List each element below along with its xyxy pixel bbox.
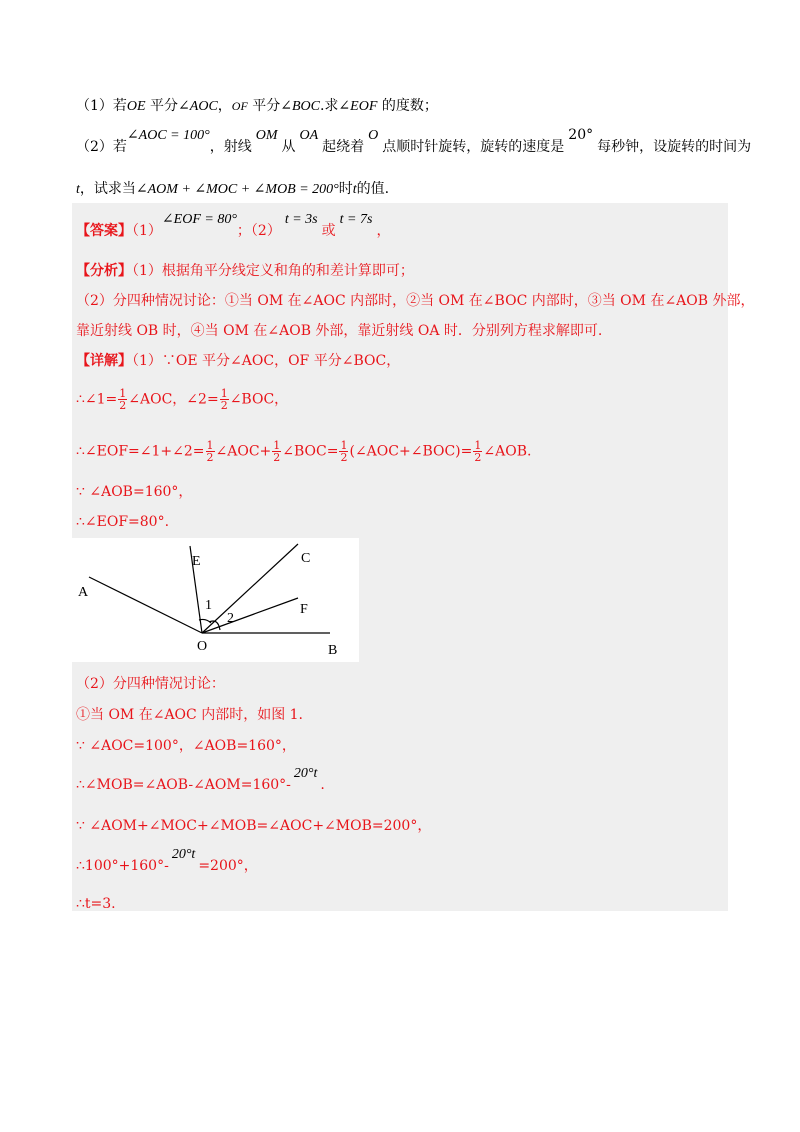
angle-diagram bbox=[72, 538, 359, 662]
q2-text-a: ，射线 bbox=[209, 139, 252, 155]
q3-text-c: 的值. bbox=[356, 181, 390, 197]
q2-o: O bbox=[368, 128, 379, 143]
case-line-6 bbox=[76, 847, 258, 876]
frac-den: 2 bbox=[206, 451, 214, 464]
case-text-4c: . bbox=[320, 777, 325, 793]
q1-text-a: 平分 bbox=[145, 98, 179, 114]
answer-label: 【答案】 bbox=[76, 223, 132, 239]
answer-value-2: t = 3s bbox=[284, 212, 318, 227]
label-a: A bbox=[78, 585, 89, 600]
case-text-6a: ∴100°+160°- bbox=[76, 858, 169, 874]
detail-2a: ∴∠1= bbox=[76, 391, 118, 408]
fraction-half bbox=[220, 388, 229, 411]
frac-num: 1 bbox=[119, 387, 127, 400]
q1-number: （1）若 bbox=[76, 98, 127, 114]
case-line-7 bbox=[76, 895, 116, 913]
analysis-text-2: （2）分四种情况讨论：①当 OM 在∠AOC 内部时，②当 OM 在∠BOC 内部时，③当 OM 在∠AOB 外部， bbox=[76, 293, 755, 309]
detail-line-5 bbox=[76, 513, 169, 531]
fraction-half bbox=[206, 440, 215, 463]
q2-condition: ∠AOC = 100° bbox=[126, 128, 210, 143]
label-f: F bbox=[300, 602, 308, 617]
question-part-1 bbox=[76, 97, 438, 116]
case-line-1 bbox=[76, 675, 225, 693]
ray-oa bbox=[89, 577, 202, 633]
detail-text-4: ∵ ∠AOB=160°， bbox=[76, 484, 193, 500]
q1-comma: ， bbox=[217, 98, 232, 114]
frac-num: 1 bbox=[220, 387, 228, 400]
q3-t2: t bbox=[352, 182, 357, 197]
detail-text-1: （1）∵OE 平分∠AOC，OF 平分∠BOC， bbox=[132, 353, 401, 369]
detail-line-1 bbox=[76, 352, 400, 370]
q1-eof: ∠EOF bbox=[338, 99, 378, 114]
frac-den: 2 bbox=[119, 399, 127, 412]
case-text-5: ∵ ∠AOM+∠MOC+∠MOB=∠AOC+∠MOB=200°， bbox=[76, 818, 432, 834]
q1-oe: OE bbox=[126, 99, 146, 114]
q3-expression: ∠AOM + ∠MOC + ∠MOB = 200° bbox=[135, 182, 339, 197]
case-line-2 bbox=[76, 706, 303, 724]
answer-line bbox=[76, 212, 391, 241]
detail-label: 【详解】 bbox=[76, 353, 132, 369]
case-text-7: ∴t=3. bbox=[76, 896, 116, 912]
analysis-text-3: 靠近射线 OB 时，④当 OM 在∠AOB 外部，靠近射线 OA 时．分别列方程求解即可. bbox=[76, 323, 603, 339]
q1-of: OF bbox=[231, 99, 248, 113]
detail-3b: ∠AOC+ bbox=[215, 443, 272, 460]
frac-num: 1 bbox=[273, 439, 281, 452]
frac-den: 2 bbox=[273, 451, 281, 464]
answer-part1: （1） bbox=[132, 223, 162, 239]
q1-tail: 的度数； bbox=[377, 98, 438, 114]
q2-text-d: 点顺时针旋转，旋转的速度是 bbox=[382, 139, 565, 155]
q2-text-b: 从 bbox=[281, 139, 296, 155]
analysis-line-3 bbox=[76, 322, 602, 340]
q1-aoc: ∠AOC bbox=[178, 99, 218, 114]
detail-3a: ∴∠EOF=∠1+∠2= bbox=[76, 443, 205, 460]
label-angle-2: 2 bbox=[227, 611, 234, 626]
analysis-line-2 bbox=[76, 292, 755, 310]
frac-num: 1 bbox=[474, 439, 482, 452]
detail-3e: ∠AOB. bbox=[483, 443, 532, 460]
q3-text-b: 时 bbox=[338, 181, 353, 197]
case-text-6c: =200°， bbox=[198, 858, 258, 874]
q2-number: （2）若 bbox=[76, 139, 127, 155]
q3-t: t bbox=[76, 182, 80, 197]
label-angle-1: 1 bbox=[205, 598, 212, 613]
frac-num: 1 bbox=[340, 439, 348, 452]
fraction-half bbox=[473, 440, 482, 463]
answer-value-1: ∠EOF = 80° bbox=[161, 212, 237, 227]
case-expr-20t: 20°t bbox=[293, 766, 318, 781]
question-part-2 bbox=[76, 127, 752, 157]
angle-figure bbox=[72, 538, 359, 662]
q2-text-c: 起绕着 bbox=[322, 139, 365, 155]
analysis-label: 【分析】 bbox=[76, 263, 132, 279]
ray-of bbox=[202, 598, 298, 633]
detail-line-2 bbox=[76, 388, 288, 411]
detail-line-4 bbox=[76, 483, 192, 501]
q1-boc: ∠BOC bbox=[280, 99, 320, 114]
analysis-line-1 bbox=[76, 262, 414, 280]
label-e: E bbox=[192, 554, 201, 569]
q2-speed: 20° bbox=[568, 127, 594, 143]
q2-om: OM bbox=[255, 128, 278, 143]
question-part-3 bbox=[76, 180, 389, 199]
frac-den: 2 bbox=[340, 451, 348, 464]
detail-2c: ∠BOC， bbox=[229, 391, 289, 408]
detail-line-3 bbox=[76, 440, 531, 463]
ray-oc bbox=[202, 544, 298, 633]
frac-num: 1 bbox=[206, 439, 214, 452]
frac-den: 2 bbox=[220, 399, 228, 412]
case-text-2: ①当 OM 在∠AOC 内部时，如图 1. bbox=[76, 707, 304, 723]
fraction-half bbox=[272, 440, 281, 463]
case-text-3: ∵ ∠AOC=100°，∠AOB=160°， bbox=[76, 738, 296, 754]
detail-3d: (∠AOC+∠BOC)= bbox=[349, 443, 473, 460]
answer-value-3: t = 7s bbox=[339, 212, 373, 227]
case-text-1: （2）分四种情况讨论： bbox=[76, 676, 225, 692]
frac-den: 2 bbox=[474, 451, 482, 464]
q1-text-c: .求 bbox=[319, 98, 339, 114]
detail-2b: ∠AOC，∠2= bbox=[128, 391, 219, 408]
answer-or: 或 bbox=[321, 223, 336, 239]
case-line-3 bbox=[76, 737, 296, 755]
case-line-5 bbox=[76, 817, 431, 835]
label-o: O bbox=[197, 639, 208, 654]
case-line-4 bbox=[76, 766, 325, 795]
q3-text-a: ，试求当 bbox=[79, 181, 136, 197]
detail-text-5: ∴∠EOF=80°. bbox=[76, 514, 170, 530]
analysis-text-1: （1）根据角平分线定义和角的和差计算即可； bbox=[132, 263, 414, 279]
label-b: B bbox=[328, 643, 338, 658]
q2-oa: OA bbox=[299, 128, 319, 143]
fraction-half bbox=[339, 440, 348, 463]
answer-sep: ；（2） bbox=[236, 223, 281, 239]
case-text-4a: ∴∠MOB=∠AOB-∠AOM=160°- bbox=[76, 777, 291, 793]
fraction-half bbox=[118, 388, 127, 411]
q2-text-e: 每秒钟，设旋转的时间为 bbox=[597, 139, 752, 155]
detail-3c: ∠BOC= bbox=[282, 443, 339, 460]
case-expr-20t: 20°t bbox=[171, 847, 196, 862]
answer-end: ， bbox=[376, 223, 391, 239]
q1-text-b: 平分 bbox=[247, 98, 281, 114]
label-c: C bbox=[301, 551, 311, 566]
